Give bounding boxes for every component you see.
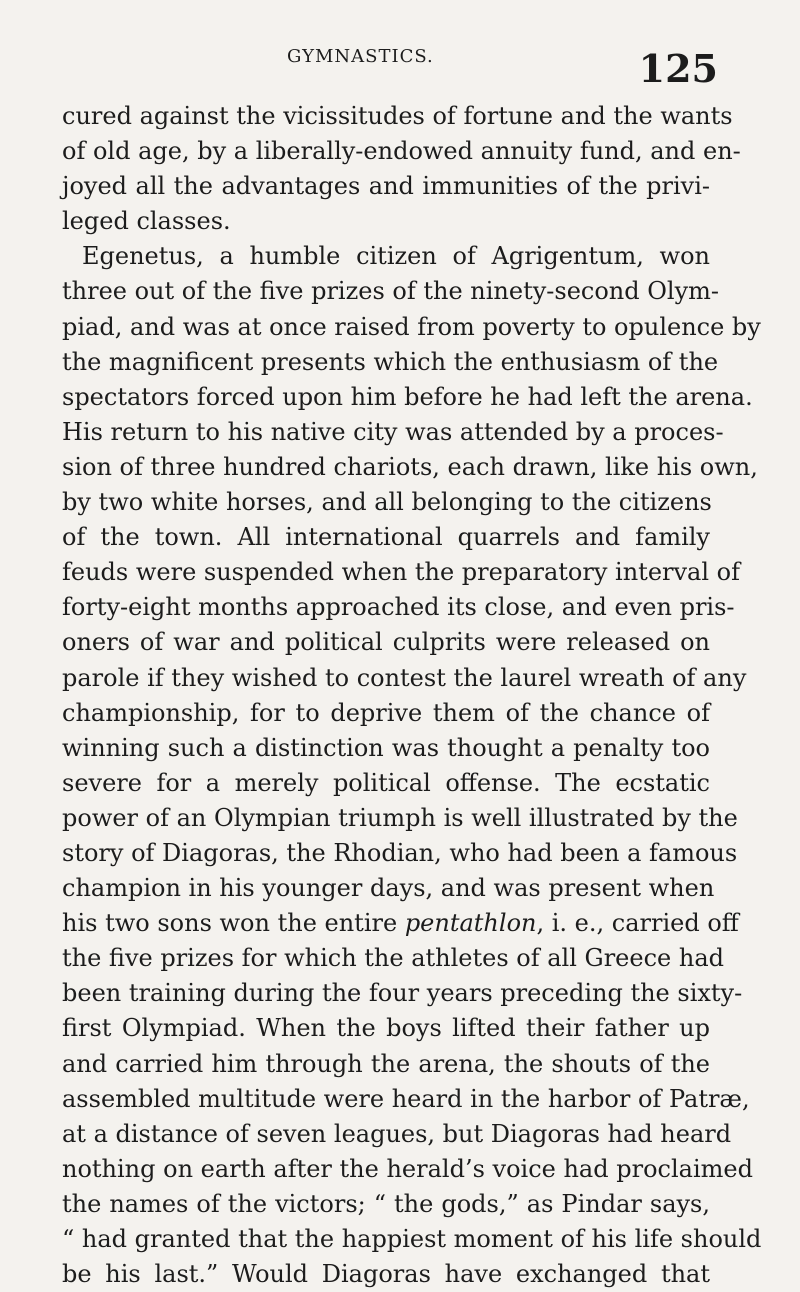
text-line: champion in his younger days, and was present when (62, 874, 715, 903)
text-line: winning such a distinction was thought a penalty too (62, 733, 710, 762)
text-line: been training during the four years preceding the sixty- (62, 979, 743, 1008)
text-line: and carried him through the arena, the shouts of the (62, 1049, 710, 1078)
paragraph-start-line: Egenetus, a humble citizen of Agrigentum, won (82, 242, 710, 271)
text-line: be his last.” Would Diagoras have exchanged that (62, 1260, 710, 1289)
italic-term-pentathlon: pentathlon (404, 909, 537, 938)
text-line: at a distance of seven leagues, but Diagoras had heard (62, 1119, 732, 1148)
text-line: power of an Olympian triumph is well illustrated by the (62, 803, 738, 832)
text-line: assembled multitude were heard in the harbor of Patræ, (62, 1084, 750, 1113)
text-line: championship, for to deprive them of the chance of (62, 698, 710, 727)
text-line: forty-eight months approached its close, and even pris- (62, 593, 735, 622)
text-line: the names of the victors; “ the gods,” as Pindar says, (62, 1189, 710, 1218)
text-line: of the town. All international quarrels and family (62, 523, 710, 552)
page-header (62, 40, 718, 100)
text-line: sion of three hundred chariots, each drawn, like his own, (62, 452, 758, 481)
text-line: leged classes. (62, 207, 231, 236)
text-line-with-italic (62, 906, 739, 941)
text-fragment: , i. e., carried off (536, 909, 739, 938)
text-line: feuds were suspended when the preparatory interval of (62, 558, 740, 587)
text-line: spectators forced upon him before he had left the arena. (62, 382, 753, 411)
text-line: story of Diagoras, the Rhodian, who had been a famous (62, 838, 738, 867)
text-line: nothing on earth after the herald’s voice had proclaimed (62, 1154, 753, 1183)
page-number: 125 (638, 46, 718, 91)
text-line: the five prizes for which the athletes of all Greece had (62, 944, 724, 973)
text-line: piad, and was at once raised from poverty to opulence by (62, 312, 761, 341)
text-fragment: his two sons won the entire (62, 909, 405, 938)
text-line: parole if they wished to contest the laurel wreath of any (62, 663, 747, 692)
text-line: oners of war and political culprits were released on (62, 628, 710, 657)
text-line: by two white horses, and all belonging to the citizens (62, 488, 712, 517)
text-line: the magnificent presents which the enthusiasm of the (62, 347, 719, 376)
text-line: joyed all the advantages and immunities of the privi- (62, 172, 710, 201)
text-line: “ had granted that the happiest moment of his life should (62, 1225, 762, 1253)
text-line: His return to his native city was attended by a proces- (62, 417, 724, 446)
text-line: three out of the five prizes of the ninety-second Olym- (62, 277, 720, 306)
text-line: first Olympiad. When the boys lifted their father up (62, 1014, 710, 1043)
text-line: of old age, by a liberally-endowed annuity fund, and en- (62, 137, 741, 166)
body-text (62, 99, 762, 1292)
running-title: GYMNASTICS. (287, 46, 434, 67)
text-line: severe for a merely political offense. The ecstatic (62, 768, 710, 797)
text-line: cured against the vicissitudes of fortune and the wants (62, 102, 733, 130)
